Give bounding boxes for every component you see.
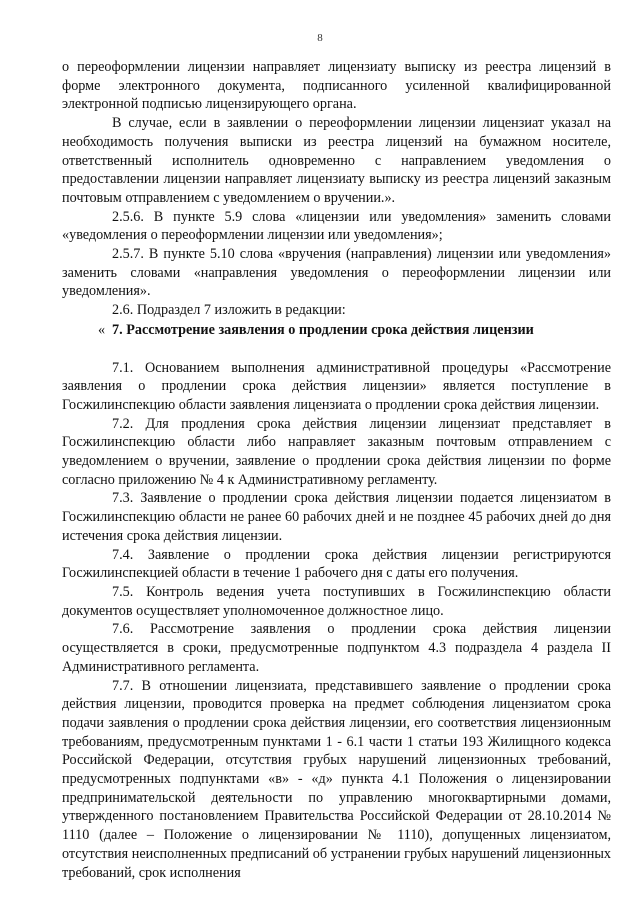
section-heading	[62, 321, 611, 340]
section-title: 7. Рассмотрение заявления о продлении срока действия лицензии	[112, 321, 534, 338]
paragraph: 7.7. В отношении лицензиата, представившего заявление о продлении срока действия лицензии, проводится проверка на предмет соблюдения лицензиатом срока подачи заявления о продлении срока действия лицензии, его соответствия лицензионным требованиям, предусмотренным пунктами 1 - 6.1 части 1 статьи 193 Жилищного кодекса Российской Федерации, отсутствия грубых нарушений лицензионных требований, предусмотренных подпунктами «в» - «д» пункта 4.1 Положения о лицензировании предпринимательской деятельности по управлению многоквартирными домами, утвержденного постановлением Правительства Российской Федерации от 28.10.2014 № 1110 (далее – Положение о лицензировании № 1110), допущенных лицензиатом, отсутствия неисполненных предписаний об устранении грубых нарушений лицензионных требований, срок исполнения	[62, 677, 611, 881]
opening-quote: «	[98, 321, 106, 338]
page-number: 8	[317, 32, 323, 44]
paragraph: 2.5.7. В пункте 5.10 слова «вручения (направления) лицензии или уведомления» заменить словами «направления уведомления о переоформлении лицензии или уведомления».	[62, 246, 611, 300]
paragraph: В случае, если в заявлении о переоформлении лицензии лицензиат указал на необходимость получения выписки из реестра лицензий на бумажном носителе, ответственный исполнитель одновременно с направлением уведомления о предоставлении лицензии направляет лицензиату выписку из реестра лицензий заказным почтовым отправлением с уведомлением о вручении.».	[62, 115, 611, 206]
spacer	[62, 340, 611, 359]
paragraph: 7.5. Контроль ведения учета поступивших в Госжилинспекцию области документов осуществляет уполномоченное должностное лицо.	[62, 583, 611, 619]
paragraph: 7.6. Рассмотрение заявления о продлении срока действия лицензии осуществляется в сроки, предусмотренные подпунктом 4.3 подраздела 4 раздела II Административного регламента.	[62, 621, 611, 675]
paragraph: 7.3. Заявление о продлении срока действия лицензии подается лицензиатом в Госжилинспекцию области не ранее 60 рабочих дней и не позднее 45 рабочих дней до дня истечения срока действия лицензии.	[62, 490, 611, 544]
document-body	[62, 58, 611, 882]
paragraph: о переоформлении лицензии направляет лицензиату выписку из реестра лицензий в форме электронного документа, подписанного усиленной квалифицированной электронной подписью лицензирующего органа.	[62, 59, 611, 113]
paragraph: 2.6. Подраздел 7 изложить в редакции:	[112, 302, 346, 319]
paragraph: 7.2. Для продления срока действия лицензии лицензиат представляет в Госжилинспекцию области либо направляет заказным почтовым отправлением с уведомлением о вручении, заявление о продлении срока действия лицензии по форме согласно приложению № 4 к Административному регламенту.	[62, 415, 611, 488]
paragraph: 7.1. Основанием выполнения административной процедуры «Рассмотрение заявления о продлении срока действия лицензии» является поступление в Госжилинспекцию области заявления лицензиата о продлении срока действия лицензии.	[62, 359, 611, 413]
paragraph: 2.5.6. В пункте 5.9 слова «лицензии или уведомления» заменить словами «уведомления о переоформлении лицензии или уведомления»;	[62, 208, 611, 244]
paragraph: 7.4. Заявление о продлении срока действия лицензии регистрируются Госжилинспекцией области в течение 1 рабочего дня с даты его получения.	[62, 546, 611, 582]
